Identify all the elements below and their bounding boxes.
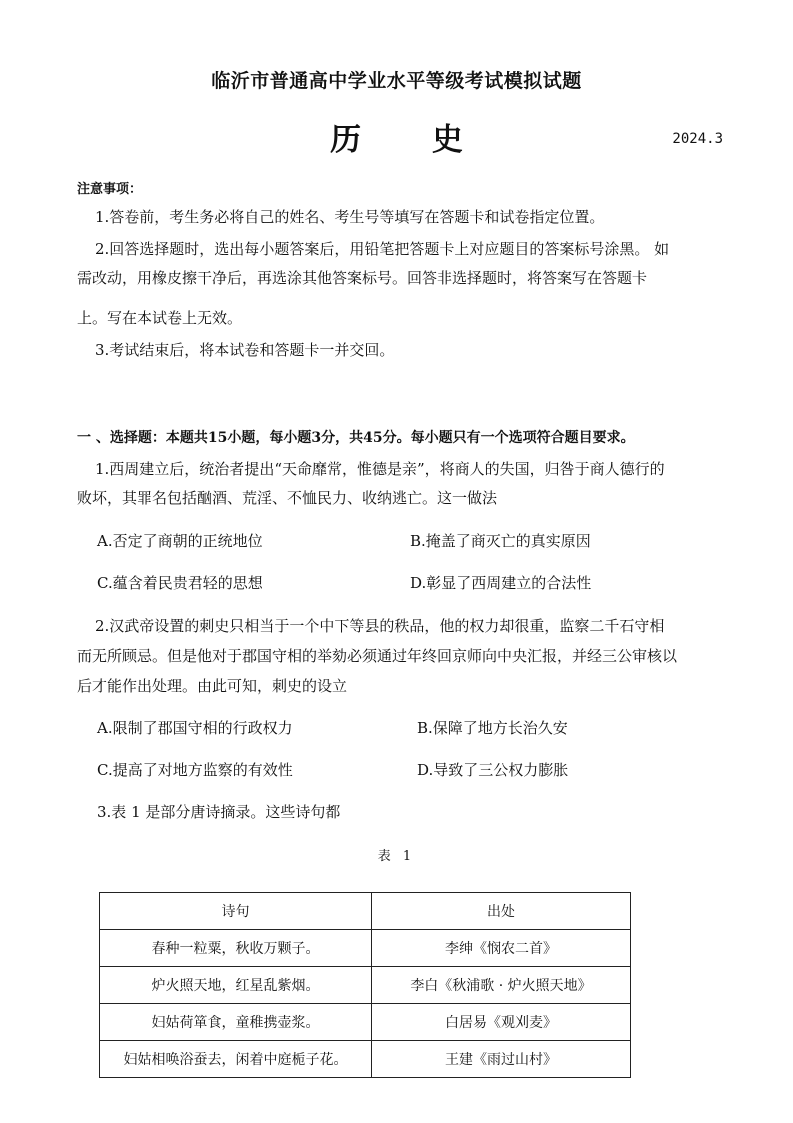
q1-option-a: A.否定了商朝的正统地位 [97,532,263,550]
header-poem: 诗句 [100,893,372,930]
q1-option-c: C.蕴含着民贵君轻的思想 [97,574,263,592]
q2-option-c: C.提高了对地方监察的有效性 [97,761,293,779]
notice-item-2-end: 上。写在本试卷上无效。 [77,309,243,327]
q1-stem-line-1: 1.西周建立后，统治者提出“天命靡常，惟德是亲”，将商人的失国，归咎于商人德行的 [95,460,665,478]
table-caption: 表 1 [377,849,416,864]
exam-date: 2024.3 [672,131,723,147]
q3-stem: 3.表 1 是部分唐诗摘录。这些诗句都 [97,803,341,821]
poem-cell: 妇姑相唤浴蚕去，闲着中庭栀子花。 [100,1041,372,1078]
poem-cell: 炉火照天地，红星乱紫烟。 [100,967,372,1004]
q1-option-d: D.彰显了西周建立的合法性 [410,574,592,592]
header-source: 出处 [372,893,631,930]
q1-option-b: B.掩盖了商灭亡的真实原因 [410,532,591,550]
table-row [100,930,631,967]
table-row [100,1004,631,1041]
q2-stem-line-1: 2.汉武帝设置的刺史只相当于一个中下等县的秩品，他的权力却很重，监察二千石守相 [95,617,665,635]
notice-item-2-cont: 需改动，用橡皮擦干净后，再选涂其他答案标号。回答非选择题时，将答案写在答题卡 [77,269,648,287]
notice-item-3: 3.考试结束后，将本试卷和答题卡一并交回。 [95,341,395,359]
poem-cell: 妇姑荷箪食，童稚携壶浆。 [100,1004,372,1041]
table-row [100,967,631,1004]
source-cell: 王建《雨过山村》 [372,1041,631,1078]
section-heading: 一 、选择题：本题共15小题，每小题3分，共45分。每小题只有一个选项符合题目要求。 [77,430,635,446]
table-header-row [100,893,631,930]
q2-stem-line-3: 后才能作出处理。由此可知，刺史的设立 [77,677,348,695]
subject-title: 历 史 [330,122,493,158]
source-cell: 李白《秋浦歌 · 炉火照天地》 [372,967,631,1004]
q1-stem-line-2: 败坏，其罪名包括酗酒、荒淫、不恤民力、收纳逃亡。这一做法 [77,489,498,507]
notice-item-1: 1.答卷前，考生务必将自己的姓名、考生号等填写在答题卡和试卷指定位置。 [95,208,605,226]
q2-option-d: D.导致了三公权力膨胀 [417,761,569,779]
q2-stem-line-2: 而无所顾忌。但是他对于郡国守相的举劾必须通过年终回京师向中央汇报，并经三公审核以 [77,647,678,665]
poem-table [99,892,631,1078]
q2-option-b: B.保障了地方长治久安 [417,719,568,737]
notice-heading: 注意事项： [77,182,143,197]
source-cell: 白居易《观刈麦》 [372,1004,631,1041]
poem-cell: 春种一粒粟，秋收万颗子。 [100,930,372,967]
notice-item-2: 2.回答选择题时，选出每小题答案后，用铅笔把答题卡上对应题目的答案标号涂黑。 如 [95,240,670,258]
exam-title: 临沂市普通高中学业水平等级考试模拟试题 [211,70,582,92]
source-cell: 李绅《悯农二首》 [372,930,631,967]
table-row [100,1041,631,1078]
q2-option-a: A.限制了郡国守相的行政权力 [97,719,293,737]
